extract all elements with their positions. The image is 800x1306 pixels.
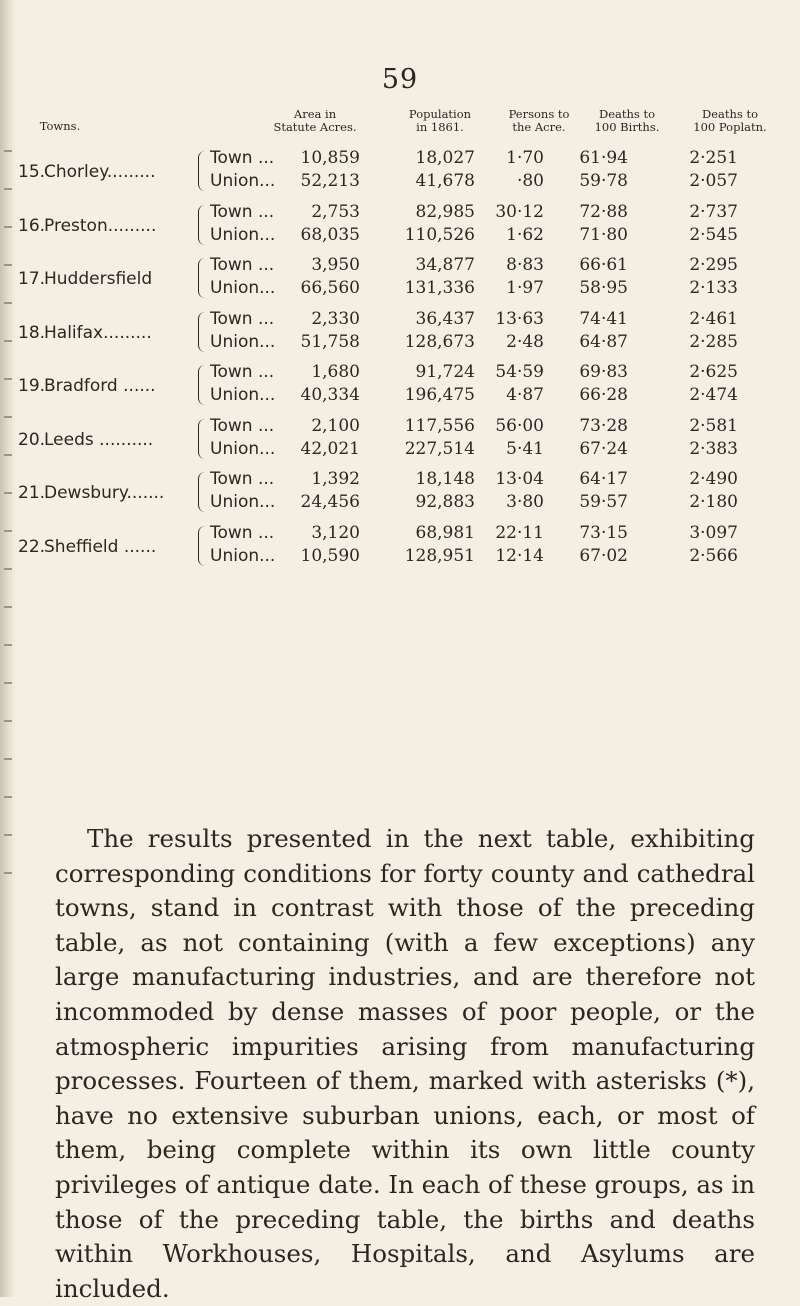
header-deaths-pop-line2: 100 Poplatn.: [693, 120, 767, 134]
header-persons-line2: the Acre.: [512, 120, 566, 134]
union-deaths-births-cell: 64·87: [579, 331, 628, 352]
union-deaths-pop-cell: 2·566: [689, 545, 738, 566]
town-name: Bradford ......: [44, 376, 156, 396]
town-persons-cell: 1·70: [506, 148, 544, 168]
town-area-cell: 3,950: [311, 255, 360, 275]
union-label: Union...: [210, 224, 276, 245]
union-area-cell: 51,758: [300, 331, 360, 352]
header-towns: [20, 120, 100, 133]
union-area-cell: 10,590: [300, 545, 360, 566]
header-population: [395, 108, 485, 134]
town-deaths-births-cell: 69·83: [579, 362, 628, 382]
table-row: [0, 255, 800, 307]
union-deaths-births-cell: 58·95: [579, 278, 628, 298]
union-population-cell: 131,336: [404, 278, 475, 298]
town-name: Chorley.........: [44, 162, 156, 182]
town-name: Leeds ..........: [44, 429, 154, 450]
town-name: Sheffield ......: [44, 536, 157, 557]
gutter-mark: [4, 758, 12, 760]
gutter-mark: [4, 682, 12, 684]
union-label: Union...: [210, 438, 276, 459]
table-row: [0, 202, 800, 254]
town-population-cell: 34,877: [415, 255, 475, 275]
gutter-mark: [4, 834, 12, 836]
row-number: 21.: [18, 483, 46, 503]
town-area-cell: 2,753: [311, 201, 360, 222]
union-deaths-births-cell: 66·28: [579, 385, 628, 405]
gutter-mark: [4, 720, 12, 722]
town-persons-cell: 13·63: [495, 308, 544, 329]
union-population-cell: 196,475: [404, 385, 475, 405]
table-row: [0, 416, 800, 468]
union-deaths-pop-cell: 2·383: [689, 438, 738, 459]
union-deaths-pop-cell: 2·474: [689, 385, 738, 405]
gutter-mark: [4, 872, 12, 874]
union-label: Union...: [210, 278, 276, 298]
town-deaths-births-cell: 61·94: [579, 148, 628, 168]
town-area-cell: 2,100: [311, 415, 360, 436]
town-population-cell: 18,027: [415, 148, 475, 168]
union-deaths-births-cell: 59·78: [579, 171, 628, 191]
body-text: [55, 822, 755, 1306]
town-deaths-pop-cell: 2·490: [689, 469, 738, 489]
gutter-mark: [4, 606, 12, 608]
header-deaths-births-line1: Deaths to: [598, 107, 655, 121]
union-population-cell: 128,951: [404, 545, 475, 566]
header-deaths-births: [582, 108, 672, 134]
town-label: Town ...: [210, 308, 275, 329]
header-area-line2: Statute Acres.: [273, 120, 357, 134]
header-area: [255, 108, 375, 134]
union-deaths-births-cell: 67·24: [579, 438, 628, 459]
brace: [198, 258, 208, 298]
union-area-cell: 24,456: [300, 492, 360, 512]
union-deaths-births-cell: 59·57: [579, 492, 628, 512]
row-number: 20.: [18, 429, 46, 450]
town-population-cell: 82,985: [415, 201, 475, 222]
table-row: [0, 523, 800, 575]
union-area-cell: 68,035: [300, 224, 360, 245]
row-number: 19.: [18, 376, 46, 396]
town-label: Town ...: [210, 522, 275, 543]
brace: [198, 365, 208, 405]
town-population-cell: 91,724: [415, 362, 475, 382]
union-persons-cell: 1·62: [506, 224, 544, 245]
union-persons-cell: 4·87: [506, 385, 544, 405]
header-towns-label: Towns.: [39, 119, 81, 133]
town-label: Town ...: [210, 469, 275, 489]
header-persons-line1: Persons to: [508, 107, 570, 121]
row-number: 18.: [18, 322, 46, 343]
union-area-cell: 52,213: [300, 171, 360, 191]
header-population-line2: in 1861.: [416, 120, 464, 134]
town-label: Town ...: [210, 415, 275, 436]
town-persons-cell: 30·12: [495, 201, 544, 222]
town-deaths-births-cell: 74·41: [579, 308, 628, 329]
town-persons-cell: 56·00: [495, 415, 544, 436]
union-area-cell: 40,334: [300, 385, 360, 405]
town-name: Preston.........: [44, 215, 157, 236]
town-label: Town ...: [210, 255, 275, 275]
union-area-cell: 42,021: [300, 438, 360, 459]
town-deaths-pop-cell: 2·737: [689, 201, 738, 222]
union-deaths-pop-cell: 2·285: [689, 331, 738, 352]
table-row: [0, 469, 800, 521]
union-population-cell: 110,526: [404, 224, 475, 245]
union-population-cell: 227,514: [404, 438, 475, 459]
union-label: Union...: [210, 492, 276, 512]
town-area-cell: 1,392: [311, 469, 360, 489]
town-deaths-births-cell: 64·17: [579, 469, 628, 489]
gutter-mark: [4, 796, 12, 798]
town-persons-cell: 13·04: [495, 469, 544, 489]
header-persons: [494, 108, 584, 134]
union-area-cell: 66,560: [300, 278, 360, 298]
union-population-cell: 41,678: [415, 171, 475, 191]
union-deaths-pop-cell: 2·545: [689, 224, 738, 245]
union-label: Union...: [210, 171, 276, 191]
row-number: 17.: [18, 269, 46, 289]
town-deaths-births-cell: 66·61: [579, 255, 628, 275]
town-label: Town ...: [210, 362, 275, 382]
union-deaths-pop-cell: 2·057: [689, 171, 738, 191]
town-name: Huddersfield: [44, 269, 153, 289]
town-deaths-pop-cell: 2·581: [689, 415, 738, 436]
town-deaths-pop-cell: 2·251: [689, 148, 738, 168]
town-deaths-pop-cell: 2·461: [689, 308, 738, 329]
brace: [198, 526, 208, 566]
union-population-cell: 92,883: [415, 492, 475, 512]
town-deaths-pop-cell: 3·097: [689, 522, 738, 543]
row-number: 15.: [18, 162, 46, 182]
header-population-line1: Population: [408, 107, 472, 121]
town-area-cell: 10,859: [300, 148, 360, 168]
union-label: Union...: [210, 385, 276, 405]
row-number: 16.: [18, 215, 46, 236]
gutter-mark: [4, 644, 12, 646]
brace: [198, 205, 208, 245]
town-persons-cell: 22·11: [495, 522, 544, 543]
town-deaths-births-cell: 72·88: [579, 201, 628, 222]
union-persons-cell: 3·80: [506, 492, 544, 512]
row-number: 22.: [18, 536, 46, 557]
town-deaths-births-cell: 73·15: [579, 522, 628, 543]
brace: [198, 151, 208, 191]
brace: [198, 472, 208, 512]
town-deaths-pop-cell: 2·625: [689, 362, 738, 382]
table-row: [0, 362, 800, 414]
union-persons-cell: 1·97: [506, 278, 544, 298]
header-area-line1: Area in: [293, 107, 337, 121]
union-label: Union...: [210, 331, 276, 352]
town-persons-cell: 8·83: [506, 255, 544, 275]
body-paragraph: The results presented in the next table, exhibiting corresponding conditions for forty county and cathedral towns, stand in contrast with those of the preceding table, as not containing (with a few exceptions) any large manufacturing industries, and are therefore not incommoded by dense masses of poor people, or the atmospheric impurities arising from manufacturing processes. Fourteen of them, marked with asterisks (*), have no extensive suburban unions, each, or most of them, being complete within its own little county privileges of antique date. In each of these groups, as in those of the preceding table, the births and deaths within Workhouses, Hospitals, and Asylums are included.: [55, 824, 755, 1303]
union-label: Union...: [210, 545, 276, 566]
town-name: Halifax.........: [44, 322, 152, 343]
union-persons-cell: 12·14: [495, 545, 544, 566]
town-label: Town ...: [210, 148, 275, 168]
union-deaths-pop-cell: 2·180: [689, 492, 738, 512]
page-number: 59: [381, 64, 419, 95]
town-label: Town ...: [210, 201, 275, 222]
brace: [198, 419, 208, 459]
town-population-cell: 36,437: [415, 308, 475, 329]
table-row: [0, 309, 800, 361]
town-population-cell: 68,981: [415, 522, 475, 543]
union-population-cell: 128,673: [404, 331, 475, 352]
header-deaths-pop: [680, 108, 780, 134]
town-persons-cell: 54·59: [495, 362, 544, 382]
town-area-cell: 2,330: [311, 308, 360, 329]
table-row: [0, 148, 800, 200]
town-area-cell: 3,120: [311, 522, 360, 543]
union-persons-cell: 2·48: [506, 331, 544, 352]
union-deaths-pop-cell: 2·133: [689, 278, 738, 298]
union-deaths-births-cell: 71·80: [579, 224, 628, 245]
town-deaths-pop-cell: 2·295: [689, 255, 738, 275]
header-deaths-births-line2: 100 Births.: [594, 120, 660, 134]
town-population-cell: 117,556: [404, 415, 475, 436]
union-persons-cell: 5·41: [506, 438, 544, 459]
brace: [198, 312, 208, 352]
town-name: Dewsbury.......: [44, 483, 165, 503]
town-deaths-births-cell: 73·28: [579, 415, 628, 436]
town-area-cell: 1,680: [311, 362, 360, 382]
header-deaths-pop-line1: Deaths to: [701, 107, 758, 121]
union-deaths-births-cell: 67·02: [579, 545, 628, 566]
town-population-cell: 18,148: [415, 469, 475, 489]
union-persons-cell: ·80: [516, 171, 544, 191]
